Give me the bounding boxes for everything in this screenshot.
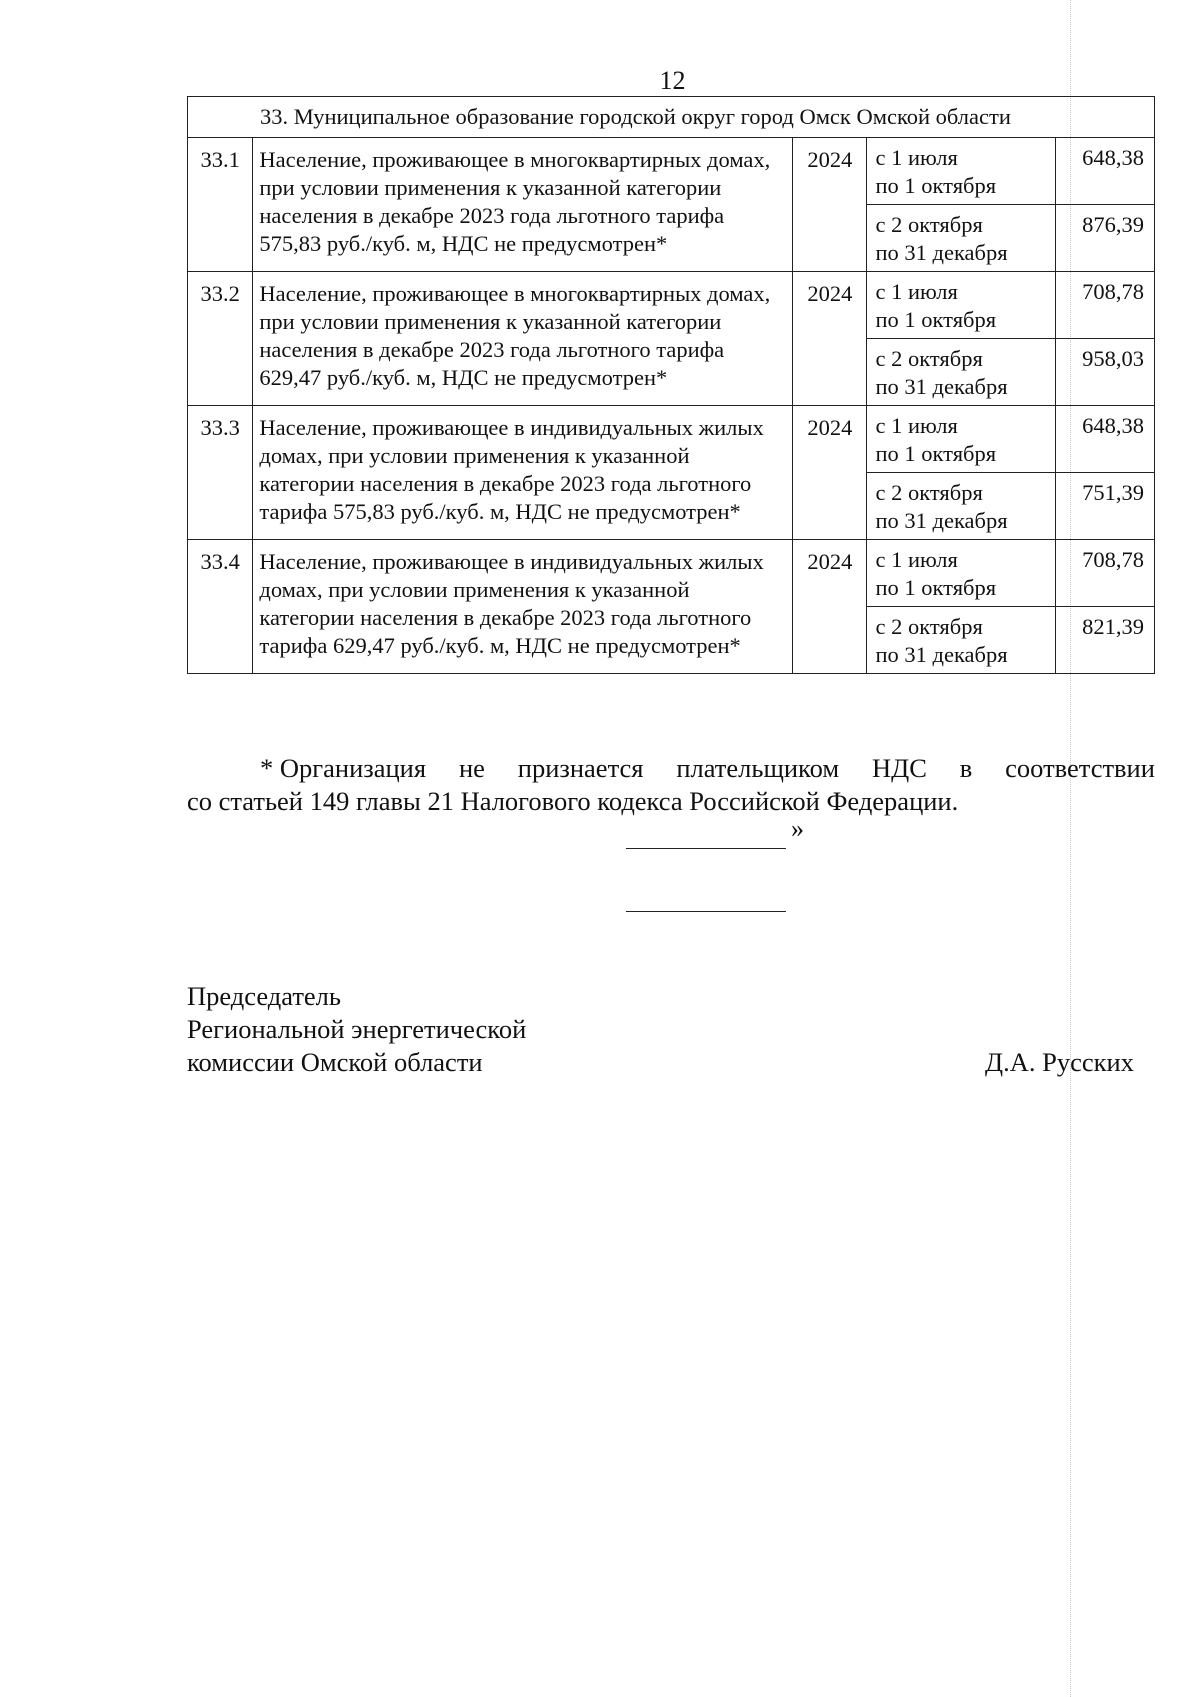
footnote-word: признается (517, 753, 644, 783)
period-to: по 31 декабря (875, 240, 1008, 265)
tariff-value: 708,78 (1055, 540, 1154, 607)
period-to: по 1 октября (875, 307, 997, 332)
tariff-value: 648,38 (1055, 406, 1154, 473)
row-number: 33.2 (188, 272, 253, 406)
footnote-word: плательщиком (676, 753, 840, 783)
footnote (187, 752, 1155, 818)
table-row (188, 138, 1155, 205)
period-from: с 2 октября (875, 212, 983, 237)
signature-title-line: комиссии Омской области (187, 1047, 483, 1077)
table-row (188, 540, 1155, 607)
signature-title-line: Председатель (187, 981, 341, 1011)
footnote-word: в (959, 753, 973, 783)
period-cell (867, 607, 1055, 674)
signature-title (187, 980, 526, 1079)
row-year: 2024 (793, 138, 867, 272)
period-to: по 1 октября (875, 575, 997, 600)
period-from: с 2 октября (875, 346, 983, 371)
period-cell (867, 272, 1055, 339)
footnote-line-2: со статьей 149 главы 21 Налогового кодекса Российской Федерации. (187, 786, 959, 816)
period-from: с 2 октября (875, 614, 983, 639)
separator-rule (626, 911, 786, 912)
period-to: по 31 декабря (875, 642, 1008, 667)
footnote-line-1 (187, 752, 1155, 785)
tariff-value: 648,38 (1055, 138, 1154, 205)
period-cell (867, 473, 1055, 540)
row-description: Население, проживающее в индивидуальных жилых домах, при условии применения к указанной категории населения в декабре 2023 года льготного тарифа 575,83 руб./куб. м, НДС не предусмотрен* (253, 406, 793, 540)
footnote-word: НДС (871, 753, 927, 783)
footnote-word: соответствии (1005, 753, 1155, 783)
period-from: с 1 июля (875, 547, 958, 572)
closing-quote: » (791, 814, 804, 843)
row-description: Население, проживающее в индивидуальных жилых домах, при условии применения к указанной категории населения в декабре 2023 года льготного тарифа 629,47 руб./куб. м, НДС не предусмотрен* (253, 540, 793, 674)
table-row (188, 272, 1155, 339)
period-cell (867, 138, 1055, 205)
tariff-value: 751,39 (1055, 473, 1154, 540)
signature-title-line: Региональной энергетической (187, 1014, 527, 1044)
tariff-value: 876,39 (1055, 205, 1154, 272)
row-number: 33.4 (188, 540, 253, 674)
row-number: 33.1 (188, 138, 253, 272)
period-to: по 31 декабря (875, 508, 1008, 533)
row-year: 2024 (793, 540, 867, 674)
row-year: 2024 (793, 272, 867, 406)
period-from: с 1 июля (875, 145, 958, 170)
row-year: 2024 (793, 406, 867, 540)
period-cell (867, 406, 1055, 473)
period-from: с 1 июля (875, 413, 958, 438)
period-cell (867, 339, 1055, 406)
row-number: 33.3 (188, 406, 253, 540)
footnote-word: * Организация (260, 753, 427, 783)
footnote-word: не (458, 753, 485, 783)
section-header: 33. Муниципальное образование городской округ город Омск Омской области (188, 97, 1155, 138)
table-row (188, 406, 1155, 473)
period-to: по 1 октября (875, 173, 997, 198)
tariff-value: 708,78 (1055, 272, 1154, 339)
period-cell (867, 205, 1055, 272)
period-to: по 31 декабря (875, 374, 1008, 399)
period-from: с 1 июля (875, 279, 958, 304)
page-number: 12 (659, 66, 686, 95)
period-from: с 2 октября (875, 480, 983, 505)
signer-name: Д.А. Русских (985, 1047, 1134, 1077)
period-to: по 1 октября (875, 441, 997, 466)
tariff-value: 958,03 (1055, 339, 1154, 406)
row-description: Население, проживающее в многоквартирных домах, при условии применения к указанной категории населения в декабре 2023 года льготного тарифа 629,47 руб./куб. м, НДС не предусмотрен* (253, 272, 793, 406)
tariff-table (187, 96, 1155, 674)
table-section-header-row (188, 97, 1155, 138)
tariff-value: 821,39 (1055, 607, 1154, 674)
closing-quote-line (626, 814, 804, 849)
period-cell (867, 540, 1055, 607)
row-description: Население, проживающее в многоквартирных домах, при условии применения к указанной категории населения в декабре 2023 года льготного тарифа 575,83 руб./куб. м, НДС не предусмотрен* (253, 138, 793, 272)
